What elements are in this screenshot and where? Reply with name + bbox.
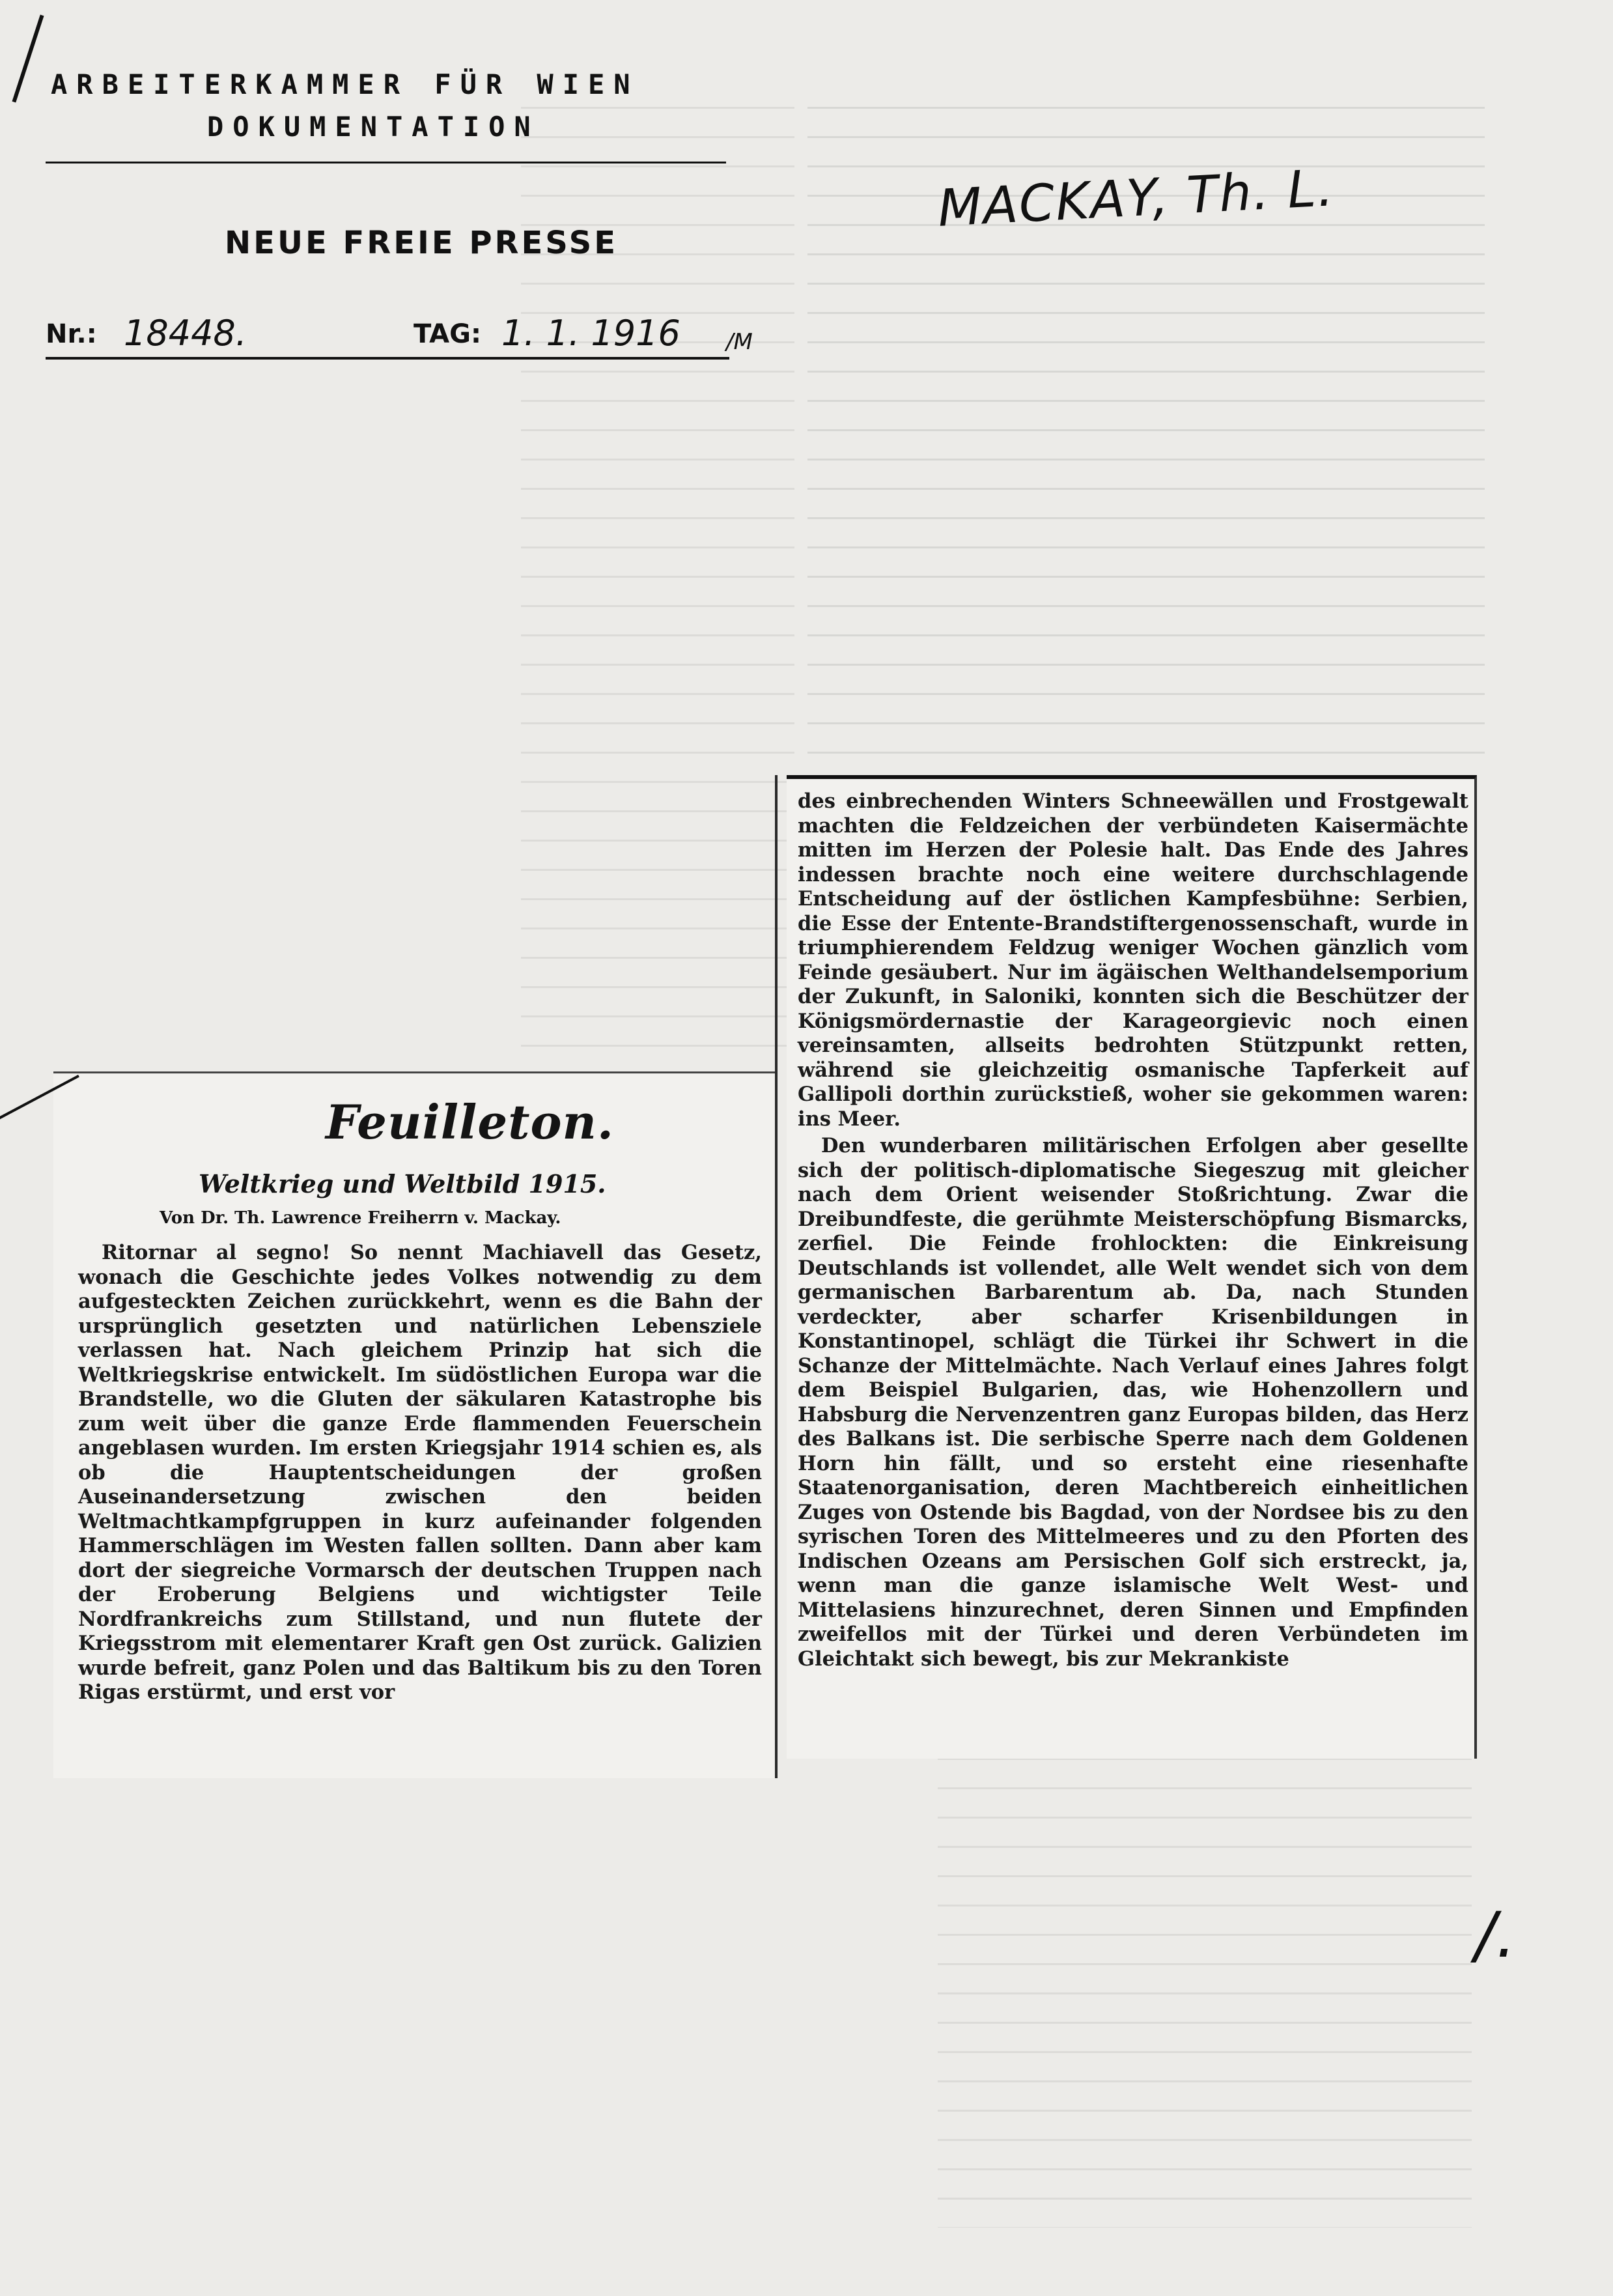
issue-number-value: 18448. <box>124 313 247 354</box>
issue-number-label: Nr.: <box>46 319 97 349</box>
date-label: TAG: <box>414 319 481 349</box>
article-paragraph: Ritornar al segno! So nennt Machiavell das Gesetz, wonach die Geschichte jedes Volkes notwendig zu dem aufgesteckten Zeichen zurückkehrt, wenn es die Bahn der ursprünglich gesetzten und natürlichen Lebensziele verlassen hat. Nach gleichem Prinzip hat sich die Weltkriegskrise entwickelt. Im südöstlichen Europa war die Brandstelle, wo die Gluten der säkularen Katastrophe bis zum weit über die ganze Erde flammenden Feuerschein angeblasen wurden. Im ersten Kriegsjahr 1914 schien es, als ob die Hauptentscheidungen der großen Auseinandersetzung zwischen den beiden Weltmachtkampfgruppen in kurz aufeinander folgenden Hammerschlägen im Westen fallen sollten. Dann aber kam dort der siegreiche Vormarsch der deutschen Truppen nach der Eroberung Belgiens und wichtigster Teile Nordfrankreichs zum Stillstand, und nun flutete der Kriegsstrom mit elementarer Kraft gen Ost zurück. Galizien wurde befreit, ganz Polen und das Baltikum bis zu den Toren Rigas erstürmt, und erst vor <box>78 1241 762 1704</box>
article-left-column <box>78 1241 762 1705</box>
date-value: 1. 1. 1916 <box>501 313 680 354</box>
archive-name-line2: DOKUMENTATION <box>207 111 540 143</box>
column-divider <box>775 775 778 1778</box>
article-right-column <box>798 789 1468 1671</box>
newspaper-name: NEUE FREIE PRESSE <box>225 225 619 261</box>
date-suffix: /M <box>726 329 753 355</box>
article-paragraph: Den wunderbaren militärischen Erfolgen aber gesellte sich der politisch-diplomatische Siegeszug mit gleicher nach dem Orient weisender Stoßrichtung. Zwar die Dreibundfeste, die gerühmte Meisterschöpfung Bismarcks, zerfiel. Die Feinde frohlockten: die Einkreisung Deutschlands ist vollendet, alle Welt wendet sich von dem germanischen Barbarentum ab. Da, nach Stunden verdeckter, aber scharfer Krisenbildungen in Konstantinopel, schlägt die Türkei ihr Schwert in die Schanze der Mittelmächte. Nach Verlauf eines Jahres folgt dem Beispiel Bulgarien, das, wie Hohenzollern und Habsburg die Nervenzentren ganz Europas bilden, das Herz des Balkans ist. Die serbische Sperre nach dem Goldenen Horn hin fällt, und so ersteht eine riesenhafte Staatenorganisation, deren Machtbereich einheitlichen Zuges von Ostende bis Bagdad, von der Nordsee bis zu den syrischen Toren des Mittelmeeres und zu den Pforten des Indischen Ozeans am Persischen Golf sich erstreckt, ja, wenn man die ganze islamische Welt West- und Mittelasiens hinzurechnet, deren Sinnen und Empfinden zweifellos mit der Türkei und deren Verbündeten im Gleichtakt sich bewegt, bis zur Mekrankiste <box>798 1134 1468 1671</box>
article-title: Weltkrieg und Weltbild 1915. <box>199 1169 606 1198</box>
archive-name-line1: ARBEITERKAMMER FÜR WIEN <box>51 68 639 100</box>
handwritten-mark: /. <box>1475 1899 1516 1972</box>
header-rule <box>46 162 726 163</box>
article-paragraph: des einbrechenden Winters Schneewällen und Frostgewalt machten die Feldzeichen der verbündeten Kaisermächte mitten im Herzen der Polesie halt. Das Ende des Jahres indessen brachte noch eine weitere durchschlagende Entscheidung auf der östlichen Kampfesbühne: Serbien, die Esse der Entente-Brandstiftergenossenschaft, wurde in triumphierendem Feldzug weniger Wochen gänzlich vom Feinde gesäubert. Nur im ägäischen Welthandelsemporium der Zukunft, in Saloniki, konnten sich die Beschützer der Königsmördernastie der Karageorgievic noch einen vereinsamten, allseits bedrohten Stützpunkt retten, während sie gleichzeitig osmanische Tapferkeit auf Gallipoli dorthin zurückstieß, woher sie gekommen waren: ins Meer. <box>798 789 1468 1131</box>
article-author: Von Dr. Th. Lawrence Freiherrn v. Mackay. <box>160 1208 561 1228</box>
corner-slash-mark <box>12 14 44 102</box>
section-heading: Feuilleton. <box>326 1094 614 1150</box>
issue-rule <box>46 357 729 360</box>
bleed-through-text <box>938 1707 1472 2228</box>
handwritten-author-name: MACKAY, Th. L. <box>936 159 1336 238</box>
